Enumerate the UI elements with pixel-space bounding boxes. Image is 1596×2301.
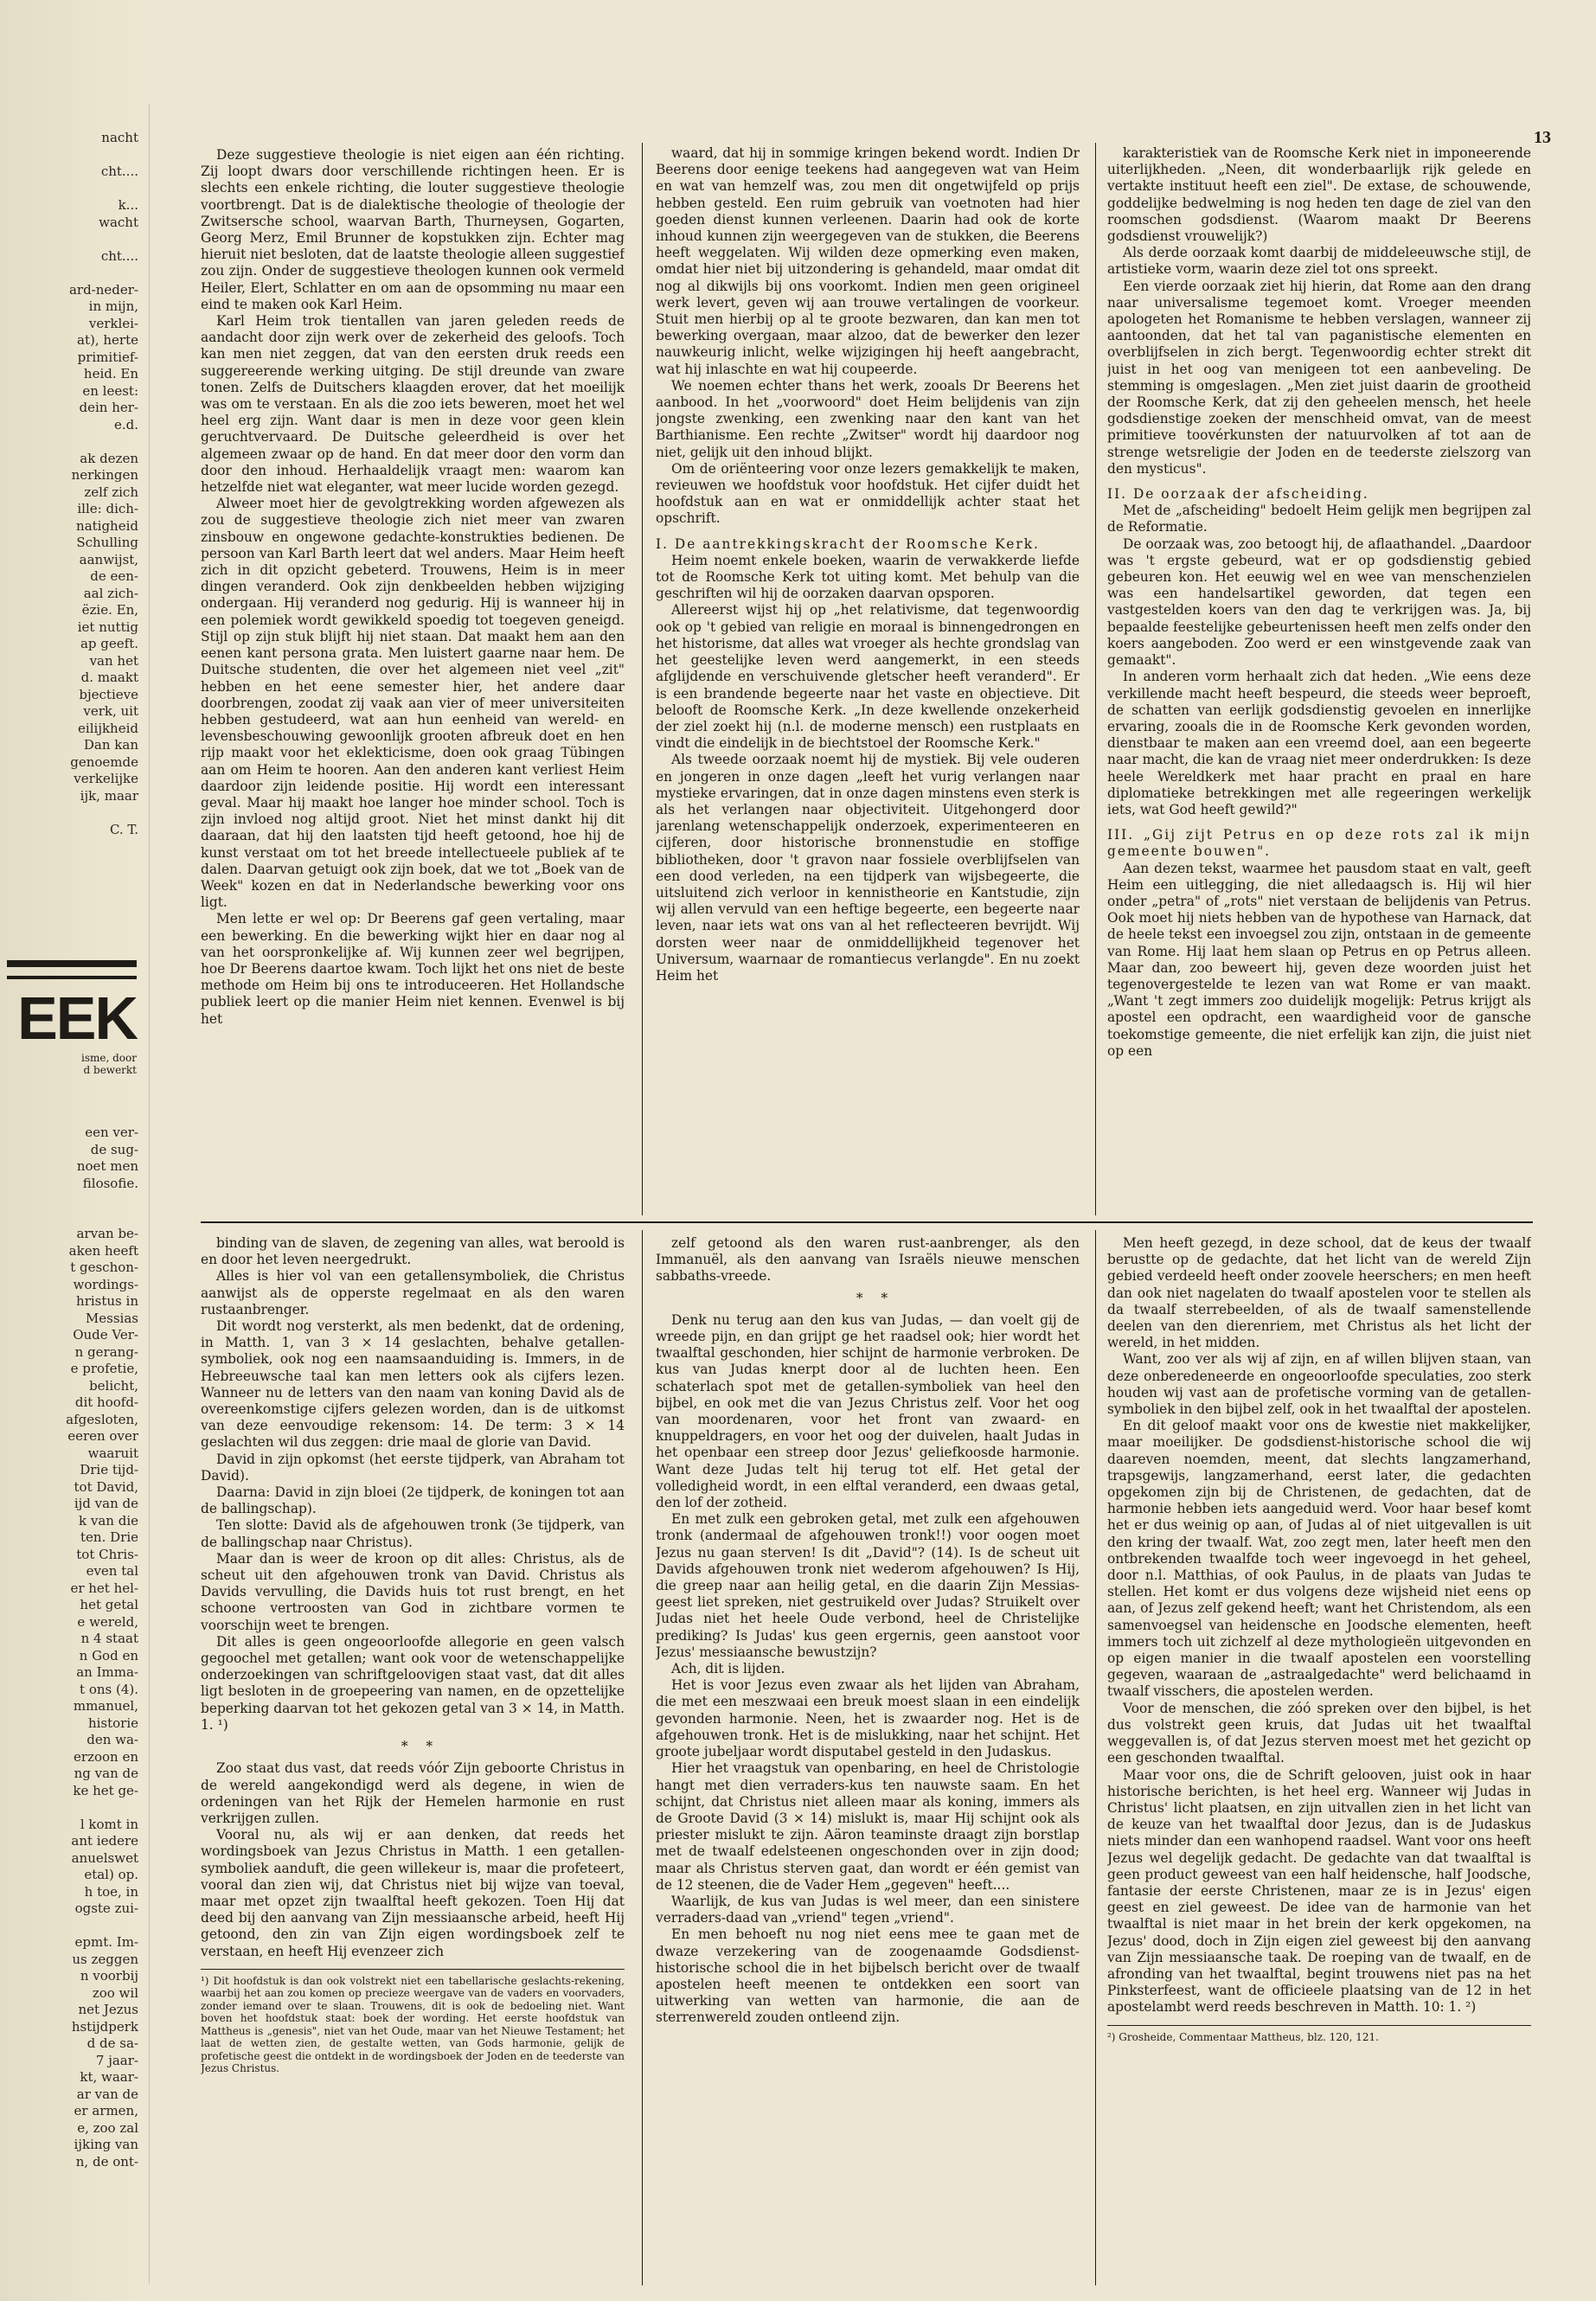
footnote: ²) Grosheide, Commentaar Mattheus, blz. 120, 121. bbox=[1107, 2025, 1531, 2044]
paragraph: binding van de slaven, de zegening van alles, wat beroold is en door het leven neergedrukt. bbox=[201, 1235, 625, 1268]
margin-line bbox=[0, 265, 138, 282]
margin-line: genoemde bbox=[70, 753, 138, 770]
margin-line bbox=[0, 1918, 138, 1935]
margin-line: belicht, bbox=[89, 1377, 138, 1394]
margin-line: d de sa- bbox=[87, 2035, 138, 2051]
margin-line: Messias bbox=[85, 1310, 138, 1326]
paragraph: Het is voor Jezus even zwaar als het lijden van Abraham, die met een meszwaai een breuk moest slaan in een eindelijk gevonden harmonie. Neen, het is zwaarder nog. Het is de afgehouwen tronk. Het is de mislukking, naar het schijnt. Het groote jubeljaar wordt disputabel gesteld in den Judaskus. bbox=[656, 1677, 1080, 1760]
paragraph: Om de oriënteering voor onze lezers gemakkelijk te maken, revieuwen we hoofdstuk voor hoofdstuk. Het cijfer duidt het hoofdstuk aan en wat er onmiddellijk achter staat het opschrift. bbox=[656, 460, 1080, 527]
margin-line: an Imma- bbox=[76, 1664, 138, 1680]
margin-line: ëzie. En, bbox=[81, 602, 138, 618]
page-number: 13 bbox=[1534, 128, 1551, 147]
margin-line: n gerang- bbox=[74, 1343, 138, 1360]
margin-line: n, de ont- bbox=[75, 2153, 138, 2170]
margin-line: filosofie. bbox=[82, 1175, 138, 1191]
margin-line: den wa- bbox=[87, 1732, 138, 1747]
paragraph: En dit geloof maakt voor ons de kwestie niet makkelijker, maar moeilijker. De godsdienst-historische school die wij daareven noemden, meent, dat slechts langzamerhand, trapsgewijs, langzamerhand, eerst later, die gedachten opgekomen zijn bij de Christenen, de gedachten, dat de harmonie hebben iets aangeduid werd. Voor haar besef komt het er dus weinig op aan, of Judas al of niet uitgevallen is uit den kring der twaalf. Wat, zoo zegt men, later heeft men den ontbrekenden twaalfde toch weer ingevoegd in het geheel, door n.l. Matthias, of ook Paulus, in de plaats van Judas te stellen. Het komt er dus volgens deze wijsheid niet eens op aan, of Jezus zelf gekend heeft; want het Christendom, als een samenvoegsel van heidensche en Joodsche elementen, heeft immers toch uit zichzelf al deze mythologieën uitgevonden en op eigen manier in die twaalf apostelen een voorstelling gegeven, waaraan de „astraalgedachte" werd belichaamd in twaalf visschers, die apostelen werden. bbox=[1107, 1418, 1531, 1700]
margin-line: van het bbox=[89, 652, 138, 669]
margin-line: us zeggen bbox=[72, 1951, 138, 1967]
section-heading: II. De oorzaak der afscheiding. bbox=[1107, 486, 1369, 503]
margin-line: ijd van de bbox=[74, 1496, 138, 1511]
margin-line: epmt. Im- bbox=[74, 1934, 138, 1950]
paragraph: Dit alles is geen ongeoorloofde allegorie en geen valsch gegoochel met getallen; want ook voor de wetenschappelijke onderzoekingen van schriftgeloovigen staat vast, dat dit alles ligt besloten in de groepeering van namen, en de opzettelijke beperking daarvan tot het gekozen getal van 3 × 14, in Matth. 1. ¹) bbox=[201, 1633, 625, 1733]
logo-caption: isme, door d bewerkt bbox=[81, 1052, 137, 1076]
margin-line: waaruit bbox=[87, 1445, 138, 1461]
margin-line: wordings- bbox=[73, 1276, 138, 1292]
section-break: * * bbox=[401, 1739, 440, 1755]
margin-line: n God en bbox=[79, 1647, 138, 1663]
paragraph: Men lette er wel op: Dr Beerens gaf geen vertaling, maar een bewerking. En die bewerking wijkt hier en daar nog al van het oorspronkelijke af. Wij kunnen zeer wel begrijpen, hoe Dr Beerens daartoe kwam. Toch lijkt het ons niet de beste methode om Heim bij ons te introduceeren. Het Hollandsche publiek leert op die manier Heim niet kennen. Evenwel is bij het bbox=[201, 911, 625, 1027]
margin-line: d. maakt bbox=[80, 670, 138, 685]
margin-line bbox=[0, 1799, 138, 1817]
column-divider bbox=[1095, 1230, 1096, 2285]
margin-line: verklei- bbox=[88, 315, 138, 331]
column-divider bbox=[642, 1230, 643, 2285]
margin-line: historie bbox=[87, 1715, 138, 1731]
margin-line: e.d. bbox=[113, 416, 138, 433]
margin-line: nacht bbox=[101, 130, 138, 145]
margin-line: Drie tijd- bbox=[80, 1462, 138, 1477]
margin-line: eilijkheid bbox=[78, 720, 138, 736]
margin-line: aken heeft bbox=[68, 1242, 138, 1259]
margin-line: er armen, bbox=[74, 2103, 138, 2118]
column-divider bbox=[642, 143, 643, 1215]
margin-line: aal zich- bbox=[83, 585, 138, 601]
paragraph: Deze suggestieve theologie is niet eigen aan één richting. Zij loopt dwars door verschillende richtingen heen. Er is slechts een enkele richting, die louter suggestieve theologie voortbrengt. Dat is de dialektische theologie of theologie der Zwitsersche school, waarvan Barth, Thurneysen, Gogarten, Georg Merz, Emil Brunner de kopstukken zijn. Echter mag hieruit niet besloten, dat de laatste theologie alleen suggestief zou zijn. Onder de suggestieve theologen kunnen ook vermeld Heiler, Elert, Schlatter en om aan de opsomming nu maar een eind te maken ook Karl Heim. bbox=[201, 147, 625, 312]
paragraph: Zoo staat dus vast, dat reeds vóór Zijn geboorte Christus in de wereld aangekondigd werd als degene, in wien de ordeningen van het Rijk der Hemelen harmonie en rust verkrijgen zullen. bbox=[201, 1760, 625, 1826]
paragraph: Waarlijk, de kus van Judas is wel meer, dan een sinistere verraders-daad van „vriend" tegen „vriend". bbox=[656, 1893, 1080, 1926]
paragraph: Alles is hier vol van een getallensymboliek, die Christus aanwijst als de opperste regelmaat en als den waren rustaanbrenger. bbox=[201, 1268, 625, 1317]
paragraph: En men behoeft nu nog niet eens mee te gaan met de dwaze verzekering van de zoogenaamde Godsdienst-historische school die in het bijbelsch bericht over de twaalf apostelen heeft meenen te ontdekken een soort van uitwerking van wetten van harmonie, die aan de sterrenwereld zouden ontleend zijn. bbox=[656, 1926, 1080, 2026]
paragraph: Met de „afscheiding" bedoelt Heim gelijk men begrijpen zal de Reformatie. bbox=[1107, 503, 1531, 535]
margin-line bbox=[0, 181, 138, 198]
margin-line: C. T. bbox=[109, 821, 138, 837]
margin-line: k... bbox=[118, 197, 138, 213]
paragraph: Als tweede oorzaak noemt hij de mystiek. Bij vele ouderen en jongeren in onze dagen „leeft het vurig verlangen naar mystieke ervaringen, dat in onze dagen minstens even sterk is als het verlangen naar objectiviteit. Uitgehongerd door jarenlang wetenschappelijk onderzoek, experimenteeren en cijferen, door historische bronnenstudie en stoffige bibliotheken, door 't gravon naar fossiele overblijfselen van een dood verleden, na een tijdperk van wijsbegeerte, die uitsluitend zich verloor in kennistheorie en Kantstudie, zijn wij allen vervuld van een heftige begeerte, een begeerte naar leven, naar iets wat ons van al het reflecteeren bevrijdt. Wij dorsten weer naar de onmiddellijkheid tegenover het Universum, waarnaar de romantiecus verlangde". En nu zoekt Heim het bbox=[656, 752, 1080, 984]
margin-line: anuelswet bbox=[71, 1849, 138, 1866]
margin-line: net Jezus bbox=[78, 2002, 138, 2017]
margin-line: heid. En bbox=[83, 366, 138, 381]
column-1-lower bbox=[201, 1235, 625, 2282]
paragraph: De oorzaak was, zoo betoogt hij, de aflaathandel. „Daardoor was 't ergste gebeurd, wat er op godsdienstig gebied gebeuren kon. Het eeuwig wel en wee van menschenzielen was een handelsartikel geworden, dat tegen een vastgestelden koers van den dag te verkrijgen was. Ja, bij bepaalde feestelijke gebeurtenissen heeft men zelfs onder den koers aangeboden. Zoo werd er een winstgevende zaak van gemaakt". bbox=[1107, 535, 1531, 669]
margin-line: ar van de bbox=[76, 2086, 138, 2102]
section-heading: I. De aantrekkingskracht der Roomsche Kerk. bbox=[656, 535, 1040, 552]
paragraph: Men heeft gezegd, in deze school, dat de keus der twaalf berustte op de gedachte, dat het licht van de wereld Zijn gebied verdeeld heeft onder zoovele heerschers; en men heeft dan ook niet nagelaten do twaalf apostelen voor te stellen als da twaalf sterrebeelden, of als de twaalf samenstellende deelen van den dierenriem, met Christus als het licht der wereld, in het midden. bbox=[1107, 1235, 1531, 1351]
margin-line: ke het ge- bbox=[73, 1782, 138, 1798]
margin-line: er het hel- bbox=[70, 1580, 138, 1596]
paragraph: En met zulk een gebroken getal, met zulk een afgehouwen tronk (andermaal de afgehouwen tronk!!) voor oogen moet Jezus nu gaan sterven! Is dit „David"? (14). Is de scheut uit Davids afgehouwen tronk niet wederom afgehouwen? Is Hij, die greep naar aan heilig getal, en die daarin Zijn Messias-geest liet spreken, niet gestruikeld over Judas? Struikelt over Judas niet het heele Oude verbond, heel de Christelijke prediking? Is Judas' kus geen ergernis, geen aanstoot voor Jezus' messiaansche bewustzijn? bbox=[656, 1511, 1080, 1660]
logo-bar bbox=[7, 960, 137, 967]
paragraph: Ach, dit is lijden. bbox=[671, 1661, 785, 1677]
column-3-upper bbox=[1107, 145, 1531, 1214]
margin-line: de een- bbox=[90, 568, 138, 584]
margin-line: e profetie, bbox=[70, 1361, 138, 1376]
margin-line: ak dezen bbox=[80, 450, 138, 466]
margin-line: kt, waar- bbox=[80, 2069, 138, 2085]
margin-line: dein her- bbox=[79, 400, 138, 415]
margin-line: natigheid bbox=[76, 517, 138, 534]
column-2-upper bbox=[656, 145, 1080, 1214]
paragraph: zelf getoond als den waren rust-aanbrenger, als den Immanuël, als den aanvang van Israëls nieuwe menschen sabbaths-vreede. bbox=[656, 1235, 1080, 1285]
paragraph: Vooral nu, als wij er aan denken, dat reeds het wordingsboek van Jezus Christus in Matth. 1 een getallen-symboliek aanduft, die geen willekeur is, maar die profeteert, vooral dan zien wij, dat Christus niet bij wijze van toeval, maar met opzet zijn twaalftal heeft gekozen. Toen Hij dat deed bij den aanvang van Zijn messiaansche arbeid, heeft Hij getoond, den zin van Zijn eigen wordingsboek zelf te verstaan, en heeft Hij evenzeer zich bbox=[201, 1827, 625, 1959]
margin-line bbox=[0, 804, 138, 822]
paragraph: Want, zoo ver als wij af zijn, en af willen blijven staan, van deze onberedeneerde en ongeoorloofde speculaties, zoo sterk houden wij vast aan de profetische vorming van de getallen-symboliek in den bijbel zelf, ook in het twaalftal der apostelen. bbox=[1107, 1351, 1531, 1418]
margin-line: eeren over bbox=[67, 1428, 138, 1444]
margin-line: Schulling bbox=[76, 535, 138, 550]
margin-line: afgesloten, bbox=[66, 1411, 138, 1427]
paragraph: Heim noemt enkele boeken, waarin de verwakkerde liefde tot de Roomsche Kerk tot uiting komt. Met behulp van die geschriften wil hij de oorzaken daarvan opsporen. bbox=[656, 552, 1080, 602]
margin-line: etal) op. bbox=[84, 1867, 138, 1882]
margin-line: ogste zui- bbox=[74, 1900, 138, 1916]
column-1-upper bbox=[201, 147, 625, 1207]
margin-line: zelf zich bbox=[84, 484, 138, 500]
margin-line: k van die bbox=[79, 1512, 138, 1529]
margin-line: cht.... bbox=[100, 163, 138, 179]
margin-line: 7 jaar- bbox=[95, 2052, 138, 2068]
boek-van-de-week-logo bbox=[7, 960, 137, 1081]
paragraph: We noemen echter thans het werk, zooals Dr Beerens het aanbood. In het „voorwoord" doet Heim belijdenis van zijn jongste zwenking, een zwenking naar den kant van het Barthianisme. Een rechte „Zwitser" wordt hij daardoor nog niet, gelijk uit den inhoud blijkt. bbox=[656, 377, 1080, 460]
paragraph: Voor de menschen, die zóó spreken over den bijbel, is het dus volstrekt geen kruis, dat Judas uit het twaalftal weggevallen is, of dat Jezus sterven moest met het gezicht op een geschonden twaalftal. bbox=[1107, 1700, 1531, 1766]
margin-line: aanwijst, bbox=[79, 551, 138, 567]
paragraph: Hier het vraagstuk van openbaring, en heel de Christologie hangt met dien verraders-kus ten nauwste saam. En het schijnt, dat Christus niet alleen maar als koning, immers als de Groote David (3 × 14) mislukt is, maar Hij schijnt ook als priester mislukt te zijn. Aäron teaminste draagt zijn borstlap met de twaalf edelsteenen ongeschonden over in zijn dood; maar als Christus sterven gaat, dan wordt er één gemist van de 12 steenen, die de Vader Hem „gegeven" heeft.... bbox=[656, 1760, 1080, 1893]
paragraph: Ten slotte: David als de afgehouwen tronk (3e tijdperk, van de ballingschap naar Christus). bbox=[201, 1517, 625, 1550]
margin-line: wacht bbox=[99, 214, 138, 230]
margin-line bbox=[0, 231, 138, 248]
margin-line: h toe, in bbox=[84, 1883, 138, 1900]
margin-line: primitief- bbox=[77, 349, 138, 365]
margin-line: e wereld, bbox=[77, 1613, 138, 1630]
margin-line: een ver- bbox=[85, 1125, 138, 1140]
margin-line: tot Chris- bbox=[76, 1546, 138, 1562]
paragraph: karakteristiek van de Roomsche Kerk niet in imponeerende uiterlijkheden. „Neen, dit wonderbaarlijk rijk gelede en vertakte instituut heeft een ziel". De extase, de schouwende, goddelijke bedwelming is nog heden ten dage de ziel van den roomschen godsdienst. (Waarom maakt Dr Beerens godsdienst vrouwelijk?) bbox=[1107, 145, 1531, 245]
paragraph: Maar voor ons, die de Schrift gelooven, juist ook in haar historische berichten, is het heel erg. Wanneer wij Judas in Christus' licht plaatsen, en zijn uitvallen zien in het licht van de keuze van het twaalftal door Jezus, dan is de Judaskus niets minder dan een wanhopend raadsel. Want voor ons heeft Jezus wel degelijk gedacht. De gedachte van dat twaalftal is geen product geweest van een half heidensche, half Joodsche, fantasie der eerste Christenen, maar ze is in Jezus' eigen geest en ziel geweest. De idee van de harmonie van het twaalftal is niet maar in het brein der kerk opgekomen, na Jezus' dood, doch in Zijn eigen ziel geweest bij den aanvang van Zijn messiaansche taak. De roeping van de twaalf, en de afronding van het twaalftal, begint trouwens niet pas na het Pinksterfeest, want de officieele plaatsing van de 12 in het apostelambt werd reeds beschreven in Matth. 10: 1. ²) bbox=[1107, 1766, 1531, 2016]
paragraph: David in zijn opkomst (het eerste tijdperk, van Abraham tot David). bbox=[201, 1451, 625, 1484]
margin-line: noet men bbox=[76, 1158, 138, 1174]
margin-line: at), herte bbox=[77, 332, 138, 348]
margin-line bbox=[0, 1192, 138, 1209]
margin-line: e, zoo zal bbox=[77, 2119, 138, 2136]
margin-line: tot David, bbox=[74, 1478, 138, 1495]
margin-line: ng van de bbox=[74, 1766, 138, 1781]
margin-line: Dan kan bbox=[83, 737, 138, 753]
margin-line: n 4 staat bbox=[80, 1631, 138, 1646]
logo-word: EEK bbox=[17, 984, 137, 1052]
footnote: ¹) Dit hoofdstuk is dan ook volstrekt niet een tabellarische geslachts-rekening, waarbij het aan zou komen op precieze weergave van de vaders en voorvaders, zonder iemand over te slaan. Trouwens, dit is ook de bedoeling niet. Want boven het hoofdstuk staat: boek der wording. Het eerste hoofdstuk van Mattheus is „genesis", niet van het Oude, maar van het Nieuwe Testament; het laat de wetten zien, de gestalte wetten, van Gods harmonie, gelijk de profetische geest die ontdekt in de wordingsboek der Joden en de teederste van Jezus Christus. bbox=[201, 1969, 625, 2075]
paragraph: Denk nu terug aan den kus van Judas, — dan voelt gij de wreede pijn, en dan grijpt ge het raadsel ook; hier wordt het twaalftal geschonden, hier schijnt de harmonie verbroken. De kus van Judas knerpt door al de luchten heen. Een schaterlach spot met de getallen-symboliek van heel den bijbel, en ook met die van Jezus Christus zelf. Voor het oog van moordenaren, voor het front van zwaard- en knuppeldragers, en voor het oog der duivelen, haalt Judas in het openbaar een streep door Jezus' geliefkoosde harmonie. Want deze Judas telt hij terug tot elf. Het getal der volledigheid wordt, in een elftal veranderd, een dwaas getal, den lof der zotheid. bbox=[656, 1311, 1080, 1511]
margin-line: verk, uit bbox=[83, 703, 138, 719]
column-3-lower bbox=[1107, 1235, 1531, 2282]
paragraph: waard, dat hij in sommige kringen bekend wordt. Indien Dr Beerens door eenige teekens had aangegeven wat van Heim en wat van hemzelf was, zou men dit ongetwijfeld op prijs hebben gesteld. Een ruim gebruik van voetnoten had hier goeden dienst kunnen verleenen. Daarin had ook de korte inhoud kunnen zijn weergegeven van de stukken, die Beerens heeft weggelaten. Wij wilden deze opmerking even maken, omdat hier niet bij uitzondering is gehandeld, maar omdat dit nog al dikwijls bij ons voorkomt. Indien men geen origineel werk levert, geven wij aan trouwe vertalingen de voorkeur. Stuit men hierbij op al te groote bezwaren, dan kan men tot bewerking overgaan, maar alzoo, dat de bewerker den lezer nauwkeurig inlicht, welke wijzigingen hij heeft aangebracht, wat hij inlaschte en wat hij coupeerde. bbox=[656, 145, 1080, 377]
paragraph: Karl Heim trok tientallen van jaren geleden reeds de aandacht door zijn werk over de zekerheid des geloofs. Toch kan men niet zeggen, dat van den eersten druk reeds een suggereerende werking uitging. De stijl dreunde van zware tonen. Zelfs de Duitschers klaagden erover, dat het moeilijk was om te verstaan. En als die zoo iets beweren, moet het wel heel erg zijn. Want daar is men in deze voor geen klein geruchtvervaard. De Duitsche geleerdheid is over het algemeen zwaar op de hand. En dat meer door den vorm dan door den inhoud. Herhaaldelijk vraagt men: waarom kan hetzelfde niet wat eleganter, wat meer lucide worden gezegd. bbox=[201, 313, 625, 496]
paragraph: Daarna: David in zijn bloei (2e tijdperk, de koningen tot aan de ballingschap). bbox=[201, 1484, 625, 1517]
horizontal-divider bbox=[201, 1221, 1533, 1223]
margin-line bbox=[0, 433, 138, 451]
paragraph: Aan dezen tekst, waarmee het pausdom staat en valt, geeft Heim een uitlegging, die niet alledaagsch is. Hij wil hier onder „petra" of „rots" niet verstaan de belijdenis van Petrus. Ook moet hij niets hebben van de hypothese van Harnack, dat de heele tekst een invoegsel zou zijn, ontstaan in de gemeente van Rome. Hij laat hem slaan op Petrus en op Petrus alleen. Maar dan, zoo beweert hij, geven deze woorden juist het tegenovergestelde te lezen van wat Rome er van maakt. „Want 't zegt immers zoo duidelijk mogelijk: Petrus krijgt als apostel een opdracht, een waardigheid voor de gansche toekomstige gemeente, die niet erfelijk kan zijn, die juist niet op een bbox=[1107, 860, 1531, 1059]
margin-line: dit hoofd- bbox=[74, 1394, 138, 1410]
paragraph: Dit wordt nog versterkt, als men bedenkt, dat de ordening, in Matth. 1, van 3 × 14 geslachten, behalve getallen-symboliek, ook nog een naamsaanduiding is. Immers, in de Hebreeuwsche taal kan men letters ook als cijfers lezen. Wanneer nu de letters van den naam van koning David als de overeenkomstige cijfers gelezen worden, dan is de uitkomst van deze eenvoudige rekensom: 14. De term: 3 × 14 geslachten wil dus zeggen: drie maal de glorie van David. bbox=[201, 1318, 625, 1451]
margin-line: hristus in bbox=[76, 1293, 138, 1309]
paragraph: Maar dan is weer de kroon op dit alles: Christus, als de scheut uit den afgehouwen tronk van David. Christus als Davids vervulling, die Davids huis tot rust brengt, en het schoone vertroosten van God in zichtbare vormen te voorschijn weet te brengen. bbox=[201, 1550, 625, 1633]
margin-line: even tal bbox=[86, 1563, 138, 1579]
margin-line bbox=[0, 1209, 138, 1227]
margin-line: zoo wil bbox=[92, 1984, 138, 2001]
margin-line: ant iedere bbox=[71, 1833, 138, 1849]
paragraph: Een vierde oorzaak ziet hij hierin, dat Rome aan den drang naar universalisme tegemoet komt. Vroeger meenden apologeten het Romanisme te hebben verslagen, wanneer zij aantoonden, dat het tal van paganistische elementen en overblijfselen in zich bergt. Tegenwoordig echter strekt dit juist in het oog van menigeen tot een aanbeveling. De stemming is omgeslagen. „Men ziet juist daarin de grootheid der Roomsche Kerk, dat zij den geheelen mensch, het heele godsdienstige zoeken der menschheid omvat, van de meest primitieve toovérkunsten der natuurvolken af tot aan de strenge wetsreligie der Joden en de teederste zielszorg van den mysticus". bbox=[1107, 278, 1531, 477]
margin-line: Oude Ver- bbox=[73, 1327, 138, 1343]
margin-line: in mijn, bbox=[88, 298, 138, 314]
margin-line: verkelijke bbox=[74, 771, 138, 786]
margin-text-bottom bbox=[0, 1125, 138, 2170]
margin-line: arvan be- bbox=[76, 1226, 138, 1241]
margin-line bbox=[0, 147, 138, 164]
paragraph: In anderen vorm herhaalt zich dat heden. „Wie eens deze verkillende macht heeft bespeurd, die steeds weer beproeft, de schatten van eerlijk godsdienstig gevoelen en innerlijke ervaring, zooals die in de Roomsche Kerk gevonden worden, dienstbaar te maken aan een vreemd doel, aan een begeerte naar macht, die kan de vraag niet meer onderdrukken: Is deze heele Wereldkerk met haar pracht en praal en hare diplomatieke betrekkingen met alle regeeringen werkelijk iets, wat God heeft gewild?" bbox=[1107, 669, 1531, 817]
column-divider bbox=[1095, 143, 1096, 1215]
margin-line: het getal bbox=[80, 1597, 138, 1612]
margin-line: hstijdperk bbox=[71, 2018, 138, 2035]
margin-line: t ons (4). bbox=[80, 1681, 138, 1697]
column-2-lower bbox=[656, 1235, 1080, 2282]
page-fold bbox=[149, 104, 150, 2284]
margin-line: erzoon en bbox=[74, 1748, 138, 1765]
margin-line: de sug- bbox=[90, 1141, 138, 1157]
margin-line: cht.... bbox=[100, 247, 138, 264]
margin-line: ijk, maar bbox=[80, 787, 138, 804]
margin-line: ille: dich- bbox=[77, 501, 138, 516]
margin-text-top bbox=[0, 130, 138, 838]
margin-line: nerkingen bbox=[71, 467, 138, 483]
paragraph: Als derde oorzaak komt daarbij de middeleeuwsche stijl, de artistieke vorm, waarin deze ziel tot ons spreekt. bbox=[1107, 245, 1531, 278]
paragraph: Alweer moet hier de gevolgtrekking worden afgewezen als zou de suggestieve theologie zich niet meer van zwaren zinsbouw en ongewone gedachte-konstrukties bedienen. De persoon van Karl Barth leert dat wel anders. Maar Heim heeft zich in dit opzicht gebeterd. Trouwens, Heim is in meer dingen veranderd. Ook zijn denkbeelden hebben wijziging ondergaan. Hij veranderd nog gedurig. Hij is wanneer hij in een polemiek wordt gewikkeld spoedig tot toegeven geneigd. Stijl op zijn stuk blijft hij niet staan. Dat maakt hem aan den eenen kant persona grata. Men luistert gaarne naar hem. De Duitsche studenten, die over het algemeen niet veel „zit" hebben en het eene semester hier, het andere daar doorbrengen, zoodat zij vaak aan vier of meer universiteiten hebben gestudeerd, wat aan hun eenheid van wereld- en levensbeschouwing gewoonlijk grooten afbreuk doet en hen rijp maakt voor het eklekticisme, doen ook graag Tübingen aan om Heim te hooren. Aan den anderen kant verliest Heim daardoor zijn leidende positie. Hij wordt een interessant geval. Maar hij maakt hoe langer hoe minder school. Toch is zijn invloed nog altijd groot. Niet het minst dankt hij dit daaraan, dat hij den laatsten tijd heeft getoond, hoe hij de kunst verstaat om tot het breede intellectueele publiek af te dalen. Daarvan getuigt ook zijn boek, dat we tot „Boek van de Week" kozen en dat in Nederlandsche bewerking voor ons ligt. bbox=[201, 496, 625, 911]
margin-line: iet nuttig bbox=[77, 619, 138, 635]
margin-line: en leest: bbox=[82, 382, 138, 399]
margin-line: l komt in bbox=[80, 1816, 138, 1832]
margin-line: ard-neder- bbox=[68, 281, 138, 298]
margin-line: mmanuel, bbox=[73, 1698, 138, 1714]
section-heading: III. „Gij zijt Petrus en op deze rots zal ik mijn gemeente bouwen". bbox=[1107, 827, 1531, 860]
section-break: * * bbox=[856, 1290, 895, 1306]
margin-line: bjectieve bbox=[79, 686, 138, 702]
margin-line: ap geeft. bbox=[80, 636, 138, 651]
logo-bar bbox=[7, 976, 137, 979]
margin-line: ten. Drie bbox=[80, 1529, 138, 1545]
paragraph: Allereerst wijst hij op „het relativisme, dat tegenwoordig ook op 't gebied van religie en moraal is binnengedrongen en het historisme, dat alles wat vroeger als hechte grondslag van het geestelijke leven werd aangemerkt, in een steeds afglijdende en verschuivende gletscher heeft veranderd". Er is een brandende begeerte naar het vaste en objectieve. Dit belooft de Roomsche Kerk. „In deze kwellende onzekerheid der ziel zoekt hij (n.l. de moderne mensch) een rustplaats en vindt die eindelijk in de biechtstoel der Roomsche Kerk." bbox=[656, 602, 1080, 752]
margin-line: t geschon- bbox=[70, 1259, 138, 1275]
margin-line: ijking van bbox=[74, 2137, 138, 2152]
margin-line: n voorbij bbox=[80, 1968, 138, 1984]
